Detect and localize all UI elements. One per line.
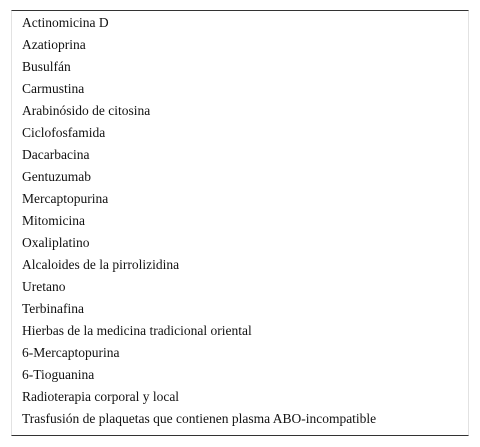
table-row <box>12 232 468 254</box>
table-cell: Uretano <box>22 279 66 294</box>
table-row <box>12 34 468 56</box>
table-cell: Terbinafina <box>22 301 85 316</box>
table-row <box>12 408 468 430</box>
table-cell: Oxaliplatino <box>22 235 90 250</box>
table-row <box>12 254 468 276</box>
table-row <box>12 210 468 232</box>
table-cell: Mitomicina <box>22 213 85 228</box>
drug-list-table-body <box>12 11 468 430</box>
table-row <box>12 364 468 386</box>
table-row <box>12 276 468 298</box>
table-cell: 6-Mercaptopurina <box>22 345 120 360</box>
table-row <box>12 100 468 122</box>
table-cell: Radioterapia corporal y local <box>22 389 180 404</box>
table-row <box>12 12 468 34</box>
table-row <box>12 342 468 364</box>
table-row <box>12 144 468 166</box>
table-row <box>12 298 468 320</box>
table-cell: Arabinósido de citosina <box>22 103 151 118</box>
table-row <box>12 386 468 408</box>
table-row <box>12 166 468 188</box>
table-cell: Trasfusión de plaquetas que contienen plasma ABO-incompatible <box>22 411 377 426</box>
table-cell: Ciclofosfamida <box>22 125 106 140</box>
table-cell: Gentuzumab <box>22 169 91 184</box>
table-cell: Carmustina <box>22 81 85 96</box>
table-row <box>12 78 468 100</box>
table-cell: Busulfán <box>22 59 71 74</box>
drug-list-table-container <box>11 10 469 436</box>
table-row <box>12 56 468 78</box>
table-cell: Mercaptopurina <box>22 191 109 206</box>
table-cell: Azatioprina <box>22 37 86 52</box>
table-cell: Hierbas de la medicina tradicional oriental <box>22 323 252 338</box>
table-cell: 6-Tioguanina <box>22 367 95 382</box>
table-row <box>12 320 468 342</box>
drug-list-table <box>12 11 468 430</box>
table-cell: Dacarbacina <box>22 147 90 162</box>
table-cell: Actinomicina D <box>22 15 109 30</box>
table-row <box>12 122 468 144</box>
table-row <box>12 188 468 210</box>
table-cell: Alcaloides de la pirrolizidina <box>22 257 180 272</box>
